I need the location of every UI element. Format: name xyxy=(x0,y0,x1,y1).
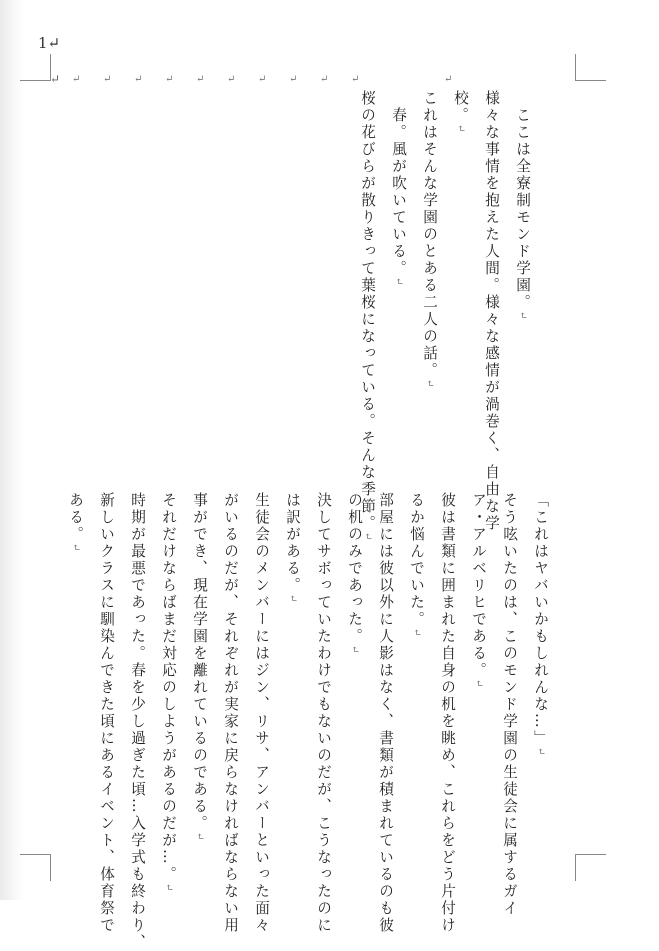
paragraph-mark-icon: ↵ xyxy=(227,74,236,85)
paragraph-mark: ↵ xyxy=(50,72,61,86)
crop-mark-bottom-right xyxy=(575,854,606,881)
paragraph-mark-icon: ↵ xyxy=(411,628,422,637)
text-line: 「これはヤバいかもしれんな…」↵ xyxy=(532,492,549,756)
page-number: 1↵ xyxy=(38,34,61,52)
text-line: がいるのだが、それぞれが実家に戻らなければならない用 xyxy=(222,492,239,934)
text-line: 決してサボっていたわけでもないのだが、こうなったのに xyxy=(315,492,332,934)
text-line: るか悩んでいた。↵ xyxy=(408,492,425,637)
empty-paragraph-marks xyxy=(72,74,452,90)
paragraph-mark-icon: ↵ xyxy=(473,679,484,688)
text-block-top xyxy=(352,90,538,541)
paragraph-mark-icon: ↵ xyxy=(455,124,466,133)
text-line: 彼は書類に囲まれた自身の机を眺め、これらをどう片付け xyxy=(439,492,456,934)
paragraph-mark-icon: ↵ xyxy=(134,74,143,85)
paragraph-mark-icon: ↵ xyxy=(70,543,81,552)
paragraph-mark-icon: ↵ xyxy=(258,74,267,85)
paragraph-mark-icon: ↵ xyxy=(287,594,298,603)
paragraph-mark-icon: ↵ xyxy=(351,74,360,85)
paragraph-mark-icon: ↵ xyxy=(196,74,205,85)
paragraph-mark-icon: ↵ xyxy=(535,747,546,756)
text-line: 事ができ、現在学園を離れているのである。↵ xyxy=(191,492,208,841)
text-line: は訳がある。↵ xyxy=(284,492,301,603)
paragraph-mark-icon: ↵ xyxy=(349,645,360,654)
paragraph-mark-icon: ↵ xyxy=(362,532,373,541)
text-line: 部屋には彼以外に人影はなく、書類が積まれているのも彼 xyxy=(377,492,394,934)
text-line: ある。↵ xyxy=(67,492,84,552)
text-block-bottom xyxy=(60,492,556,951)
text-line: 春。風が吹いている。↵ xyxy=(390,90,407,286)
crop-mark-top-right xyxy=(575,54,606,81)
text-line: それだけならばまだ対応のしようがあるのだが…。↵ xyxy=(160,492,177,892)
paragraph-mark-icon: ↵ xyxy=(517,311,528,320)
paragraph-mark-icon: ↵ xyxy=(163,883,174,892)
paragraph-mark-icon: ↵ xyxy=(320,74,329,85)
page-shadow xyxy=(0,0,24,900)
text-line: の机のみであった。↵ xyxy=(346,492,363,654)
text-line: ア・アルベリヒである。↵ xyxy=(470,492,487,688)
crop-mark-top-left xyxy=(20,54,51,81)
paragraph-mark-icon: ↵ xyxy=(103,74,112,85)
paragraph-mark-icon: ↵ xyxy=(289,74,298,85)
paragraph-mark-icon: ↵ xyxy=(165,74,174,85)
text-line: 様々な事情を抱えた人間。様々な感情が渦巻く、自由な学 xyxy=(483,90,500,532)
text-line: 生徒会のメンバーにはジン、リサ、アンバーといった面々 xyxy=(253,492,270,934)
text-line: そう呟いたのは、このモンド学園の生徒会に属するガイ xyxy=(501,492,518,917)
paragraph-mark-icon: ↵ xyxy=(424,379,435,388)
paragraph-mark-icon: ↵ xyxy=(72,74,81,85)
paragraph-mark-icon: ↵ xyxy=(393,277,404,286)
return-mark: ↵ xyxy=(47,34,61,52)
paragraph-mark-icon: ↵ xyxy=(444,74,453,85)
text-line: ここは全寮制モンド学園。↵ xyxy=(514,90,531,320)
text-line: 校。↵ xyxy=(452,90,469,133)
paragraph-mark-icon: ↵ xyxy=(194,832,205,841)
text-line: 新しいクラスに馴染んできた頃にあるイベント、体育祭で xyxy=(98,492,115,934)
text-line: 時期が最悪であった。春を少し過ぎた頃…入学式も終わり、 xyxy=(129,492,146,951)
crop-mark-bottom-left xyxy=(20,854,51,881)
text-line: これはそんな学園のとある二人の話。↵ xyxy=(421,90,438,388)
text-line: 桜の花びらが散りきって葉桜になっている。そんな季節。↵ xyxy=(359,90,376,541)
